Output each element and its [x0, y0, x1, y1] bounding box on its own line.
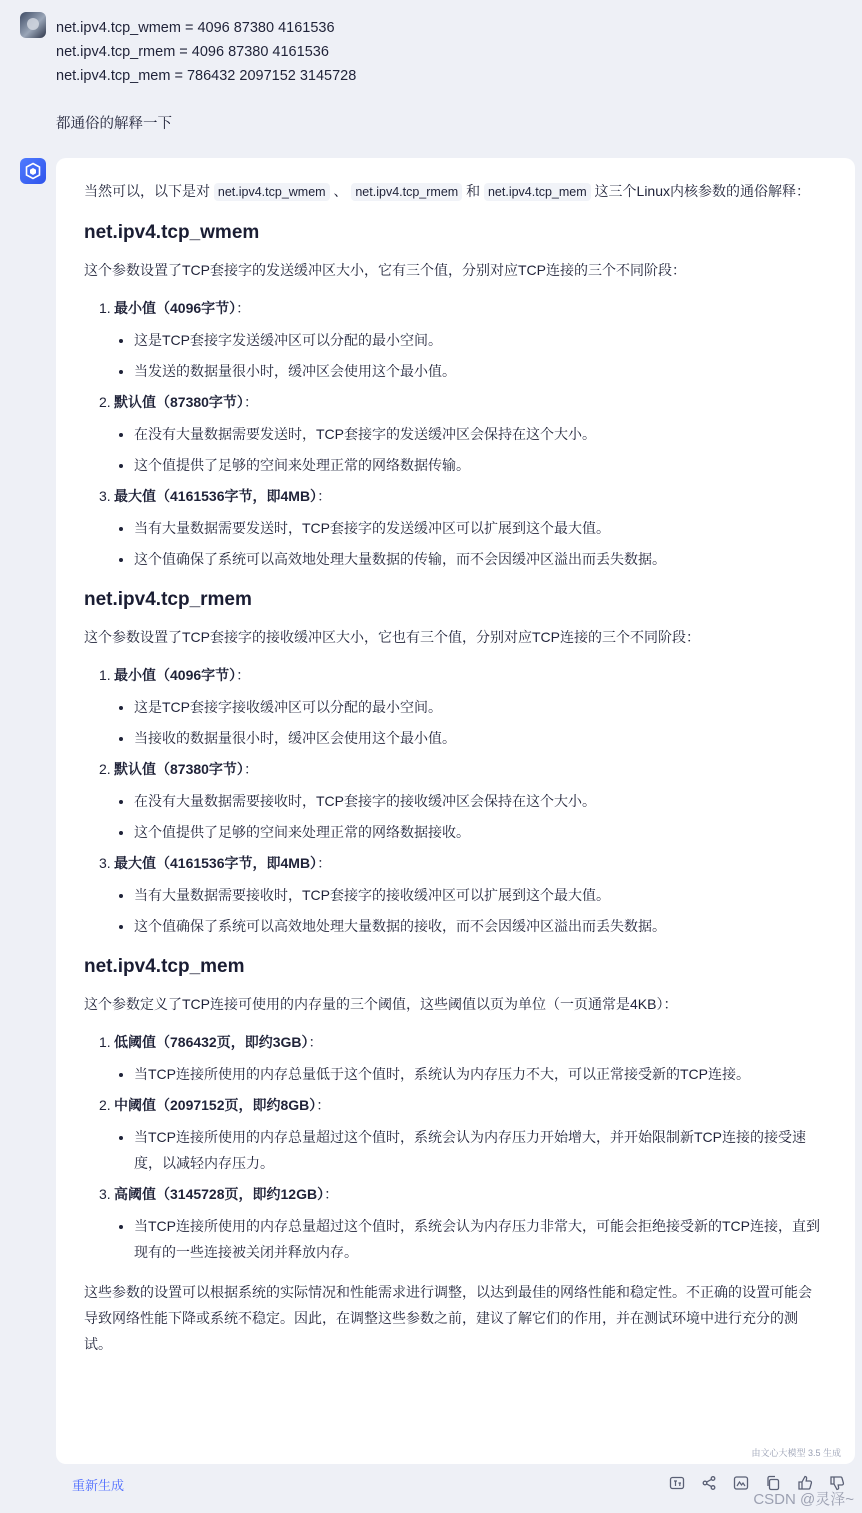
- bullet-item: • 这个值确保了系统可以高效地处理大量数据的传输，而不会因缓冲区溢出而丢失数据。: [134, 546, 824, 572]
- bullet-list: [84, 694, 824, 751]
- list-item: 2. 中阈值（2097152页，即约8GB）：: [99, 1097, 331, 1113]
- user-avatar: [20, 12, 46, 38]
- list-item: 3. 最大值（4161536字节，即4MB）：: [99, 488, 332, 504]
- bullet-item: • 这个值确保了系统可以高效地处理大量数据的接收，而不会因缓冲区溢出而丢失数据。: [134, 913, 824, 939]
- bullet-item: • 这个值提供了足够的空间来处理正常的网络数据接收。: [134, 819, 824, 845]
- bullet-item: • 当发送的数据量很小时，缓冲区会使用这个最小值。: [134, 358, 824, 384]
- regenerate-button[interactable]: 重新生成: [72, 1478, 125, 1493]
- watermark: CSDN @灵泽~: [753, 1491, 854, 1508]
- section-description: 这个参数定义了TCP连接可使用的内存量的三个阈值，这些阈值以页为单位（一页通常是4KB）：: [84, 996, 678, 1012]
- bullet-item: • 在没有大量数据需要发送时，TCP套接字的发送缓冲区会保持在这个大小。: [134, 421, 824, 447]
- list-item: 2. 默认值（87380字节）：: [99, 394, 258, 410]
- cube-logo-icon: [24, 162, 42, 180]
- inline-code: net.ipv4.tcp_wmem: [214, 183, 330, 201]
- bullet-item: • 当TCP连接所使用的内存总量超过这个值时，系统会认为内存压力开始增大，并开始限制新TCP连接的接受速度，以减轻内存压力。: [134, 1124, 824, 1176]
- answer-conclusion: 这些参数的设置可以根据系统的实际情况和性能需求进行调整，以达到最佳的网络性能和稳定性。不正确的设置可能会导致网络性能下降或系统不稳定。因此，在调整这些参数之前，建议了解它们的作用，并在测试环境中进行充分的测试。: [84, 1284, 812, 1352]
- user-line: net.ipv4.tcp_rmem = 4096 87380 4161536: [56, 44, 329, 60]
- user-question: 都通俗的解释一下: [56, 116, 172, 132]
- bullet-item: • 当TCP连接所使用的内存总量低于这个值时，系统认为内存压力不大，可以正常接受新的TCP连接。: [134, 1061, 824, 1087]
- bullet-item: • 当接收的数据量很小时，缓冲区会使用这个最小值。: [134, 725, 824, 751]
- section-description: 这个参数设置了TCP套接字的接收缓冲区大小，它也有三个值，分别对应TCP连接的三个不同阶段：: [84, 629, 700, 645]
- bullet-list: [84, 1124, 824, 1176]
- section-heading: net.ipv4.tcp_rmem: [84, 589, 252, 610]
- section-heading: net.ipv4.tcp_wmem: [84, 222, 260, 243]
- bullet-list: [84, 515, 824, 572]
- bullet-item: • 在没有大量数据需要接收时，TCP套接字的接收缓冲区会保持在这个大小。: [134, 788, 824, 814]
- image-export-icon[interactable]: [730, 1472, 752, 1494]
- bullet-item: • 这是TCP套接字发送缓冲区可以分配的最小空间。: [134, 327, 824, 353]
- bullet-item: • 这个值提供了足够的空间来处理正常的网络数据传输。: [134, 452, 824, 478]
- list-item: 2. 默认值（87380字节）：: [99, 761, 258, 777]
- assistant-avatar: [20, 158, 46, 184]
- user-message-text: [56, 16, 356, 136]
- bullet-item: • 当有大量数据需要发送时，TCP套接字的发送缓冲区可以扩展到这个最大值。: [134, 515, 824, 541]
- bullet-item: • 当有大量数据需要接收时，TCP套接字的接收缓冲区可以扩展到这个最大值。: [134, 882, 824, 908]
- list-item: 3. 最大值（4161536字节，即4MB）：: [99, 855, 332, 871]
- answer-content: [84, 178, 824, 1357]
- bullet-item: • 当TCP连接所使用的内存总量超过这个值时，系统会认为内存压力非常大，可能会拒绝接受新的TCP连接，直到现有的一些连接被关闭并释放内存。: [134, 1213, 824, 1265]
- section-heading: net.ipv4.tcp_mem: [84, 956, 245, 977]
- list-item: 1. 低阈值（786432页，即约3GB）：: [99, 1034, 323, 1050]
- assistant-answer-card: [56, 158, 855, 1464]
- section-description: 这个参数设置了TCP套接字的发送缓冲区大小，它有三个值，分别对应TCP连接的三个不同阶段：: [84, 262, 686, 278]
- translate-icon[interactable]: [666, 1472, 688, 1494]
- inline-code: net.ipv4.tcp_rmem: [351, 183, 462, 201]
- bullet-list: [84, 1213, 824, 1265]
- bullet-list: [84, 788, 824, 845]
- list-item: 1. 最小值（4096字节）：: [99, 300, 251, 316]
- answer-intro: 当然可以，以下是对 net.ipv4.tcp_wmem 、 net.ipv4.tcp_rmem 和 net.ipv4.tcp_mem 这三个Linux内核参数的通俗解释：: [84, 183, 810, 199]
- bullet-list: [84, 882, 824, 939]
- list-item: 3. 高阈值（3145728页，即约12GB）：: [99, 1186, 339, 1202]
- bullet-list: [84, 327, 824, 384]
- bullet-item: • 这是TCP套接字接收缓冲区可以分配的最小空间。: [134, 694, 824, 720]
- bullet-list: [84, 1061, 824, 1087]
- inline-code: net.ipv4.tcp_mem: [484, 183, 591, 201]
- user-line: net.ipv4.tcp_wmem = 4096 87380 4161536: [56, 20, 335, 36]
- list-item: 1. 最小值（4096字节）：: [99, 667, 251, 683]
- user-line: net.ipv4.tcp_mem = 786432 2097152 3145728: [56, 68, 357, 84]
- generated-by-note: 由文心大模型 3.5 生成: [751, 1448, 841, 1458]
- bullet-list: [84, 421, 824, 478]
- share-icon[interactable]: [698, 1472, 720, 1494]
